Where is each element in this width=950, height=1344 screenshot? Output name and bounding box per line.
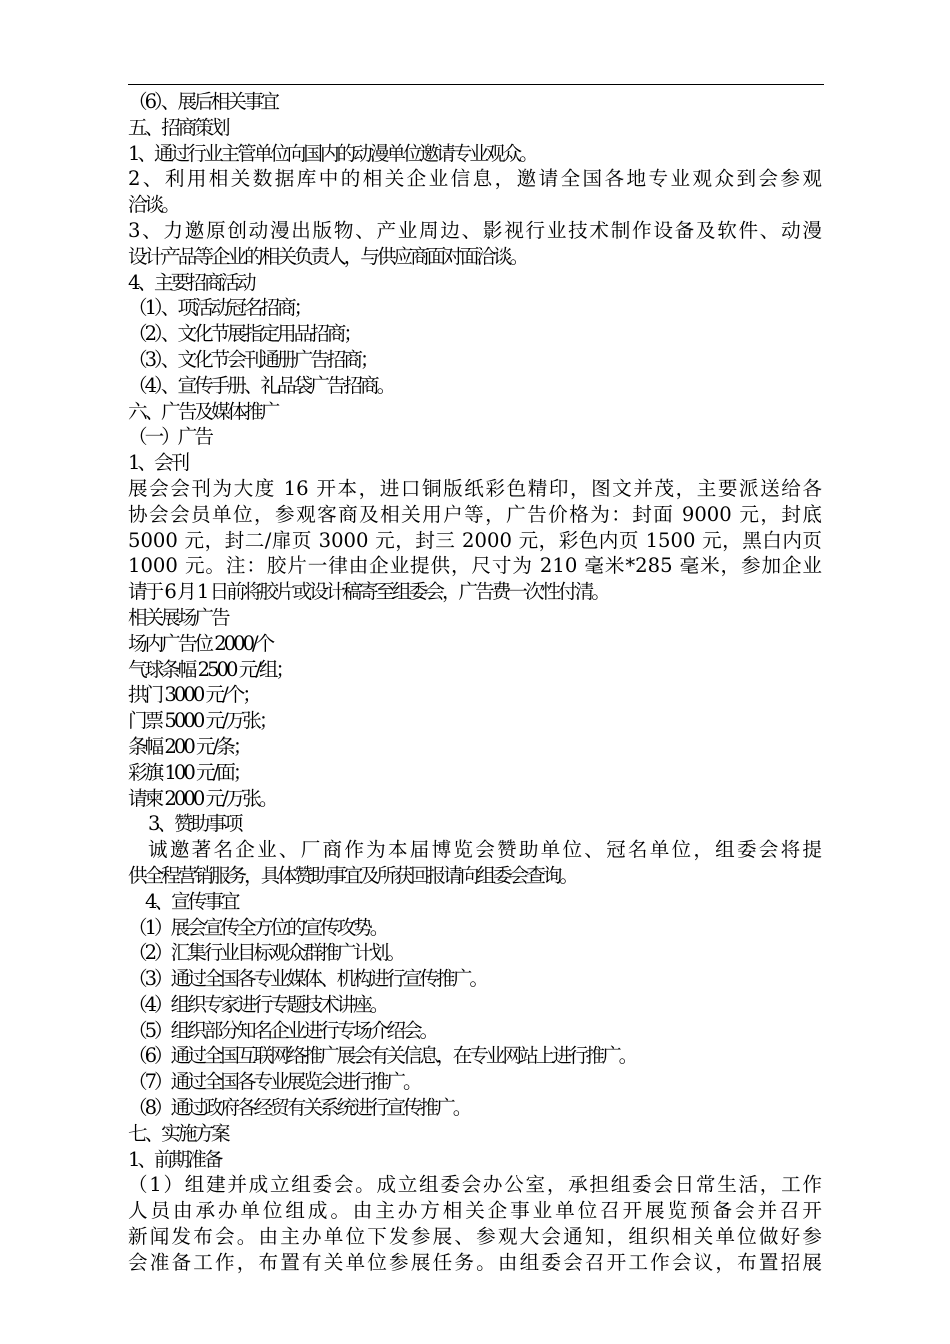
- price-item: 彩旗 100 元/面；: [128, 760, 250, 784]
- text-line: 人员由承办单位组成。由主办方相关企事业单位召开展览预备会并召开: [128, 1199, 822, 1223]
- text-line: 5000 元，封二/扉页 3000 元，封三 2000 元，彩色内页 1500 元，黑白内页: [128, 528, 822, 552]
- list-item: （5）组织部分知名企业进行专场介绍会。: [128, 1018, 437, 1042]
- price-item: 气球条幅 2500 元/组；: [128, 657, 293, 681]
- list-item: （1）、项活动冠名招商；: [128, 296, 311, 320]
- text-line: 诚邀著名企业、厂商作为本届博览会赞助单位、冠名单位，组委会将提: [148, 838, 822, 862]
- text-line: （1）组建并成立组委会。成立组委会办公室，承担组委会日常生活，工作: [128, 1173, 822, 1197]
- list-item: （3）、文化节会刊通册广告招商；: [128, 347, 377, 371]
- price-item: 拱门 3000 元/个；: [128, 683, 259, 707]
- text-line: 展会会刊为大度 16 开本，进口铜版纸彩色精印，图文并茂，主要派送给各: [128, 476, 822, 500]
- text-line: 请于 6 月 1 日前将胶片或设计稿寄至组委会，广告费一次性付清。: [128, 580, 608, 604]
- section-heading: 七、实施方案: [128, 1121, 228, 1145]
- text-line: 3、力邀原创动漫出版物、产业周边、影视行业技术制作设备及软件、动漫: [128, 218, 822, 242]
- subheading: （一）广告: [128, 425, 211, 449]
- text-line: 供全程营销服务，具体赞助事宜及所获回报请向组委会查询。: [128, 863, 577, 887]
- subheading: 1、前期准备: [128, 1147, 221, 1171]
- text-line: 1000 元。注：胶片一律由企业提供，尺寸为 210 毫米*285 毫米，参加企业: [128, 554, 822, 578]
- list-item: （1）展会宣传全方位的宣传攻势。: [128, 915, 387, 939]
- text-line: 洽谈。: [128, 193, 178, 217]
- price-item: 请柬 2000 元/万张。: [128, 786, 276, 810]
- list-item: （7）通过全国各专业展览会进行推广。: [128, 1070, 420, 1094]
- text-line: 新闻发布会。由主办单位下发参展、参观大会通知，组织相关单位做好参: [128, 1225, 822, 1249]
- section-heading: 五、招商策划: [128, 115, 228, 139]
- price-item: 场内广告位 2000/个: [128, 631, 273, 655]
- list-item: （2）汇集行业目标观众群推广计划。: [128, 941, 403, 965]
- price-item: 门票 5000 元/万张；: [128, 709, 276, 733]
- text-line: 1、通过行业主管单位向国内的动漫单位邀请专业观众。: [128, 141, 536, 165]
- text-line: 协会会员单位，参观客商及相关用户等，广告价格为：封面 9000 元，封底: [128, 502, 822, 526]
- list-item: （4）组织专家进行专题技术讲座。: [128, 992, 387, 1016]
- text-line: （6）、展后相关事宜: [128, 90, 278, 113]
- text-line: 2、利用相关数据库中的相关企业信息，邀请全国各地专业观众到会参观: [128, 167, 822, 191]
- list-item: （8）通过政府各经贸有关系统进行宣传推广。: [128, 1096, 470, 1120]
- subheading: 4、宣传事宜: [145, 889, 238, 913]
- section-heading: 六、广告及媒体推广: [128, 399, 278, 423]
- text-line: 设计产品等企业的相关负责人，与供应商面对面洽谈。: [128, 244, 527, 268]
- list-item: （4）、宣传手册、礼品袋广告招商。: [128, 373, 394, 397]
- document-body: [128, 89, 828, 1276]
- list-item: （6）通过全国互联网络推广展会有关信息，在专业网站上进行推广。: [128, 1044, 636, 1068]
- text-line: 会准备工作，布置有关单位参展任务。由组委会召开工作会议，布置招展: [128, 1250, 822, 1274]
- subheading: 1、会刊: [128, 451, 188, 475]
- subheading: 3、赞助事项: [148, 812, 241, 836]
- subheading: 4、主要招商活动: [128, 270, 254, 294]
- subheading: 相关展场广告: [128, 605, 228, 629]
- list-item: （2）、文化节展指定用品招商；: [128, 322, 360, 346]
- header-rule: [128, 84, 824, 85]
- price-item: 条幅 200 元/条；: [128, 734, 250, 758]
- list-item: （3）通过全国各专业媒体、机构进行宣传推广。: [128, 967, 486, 991]
